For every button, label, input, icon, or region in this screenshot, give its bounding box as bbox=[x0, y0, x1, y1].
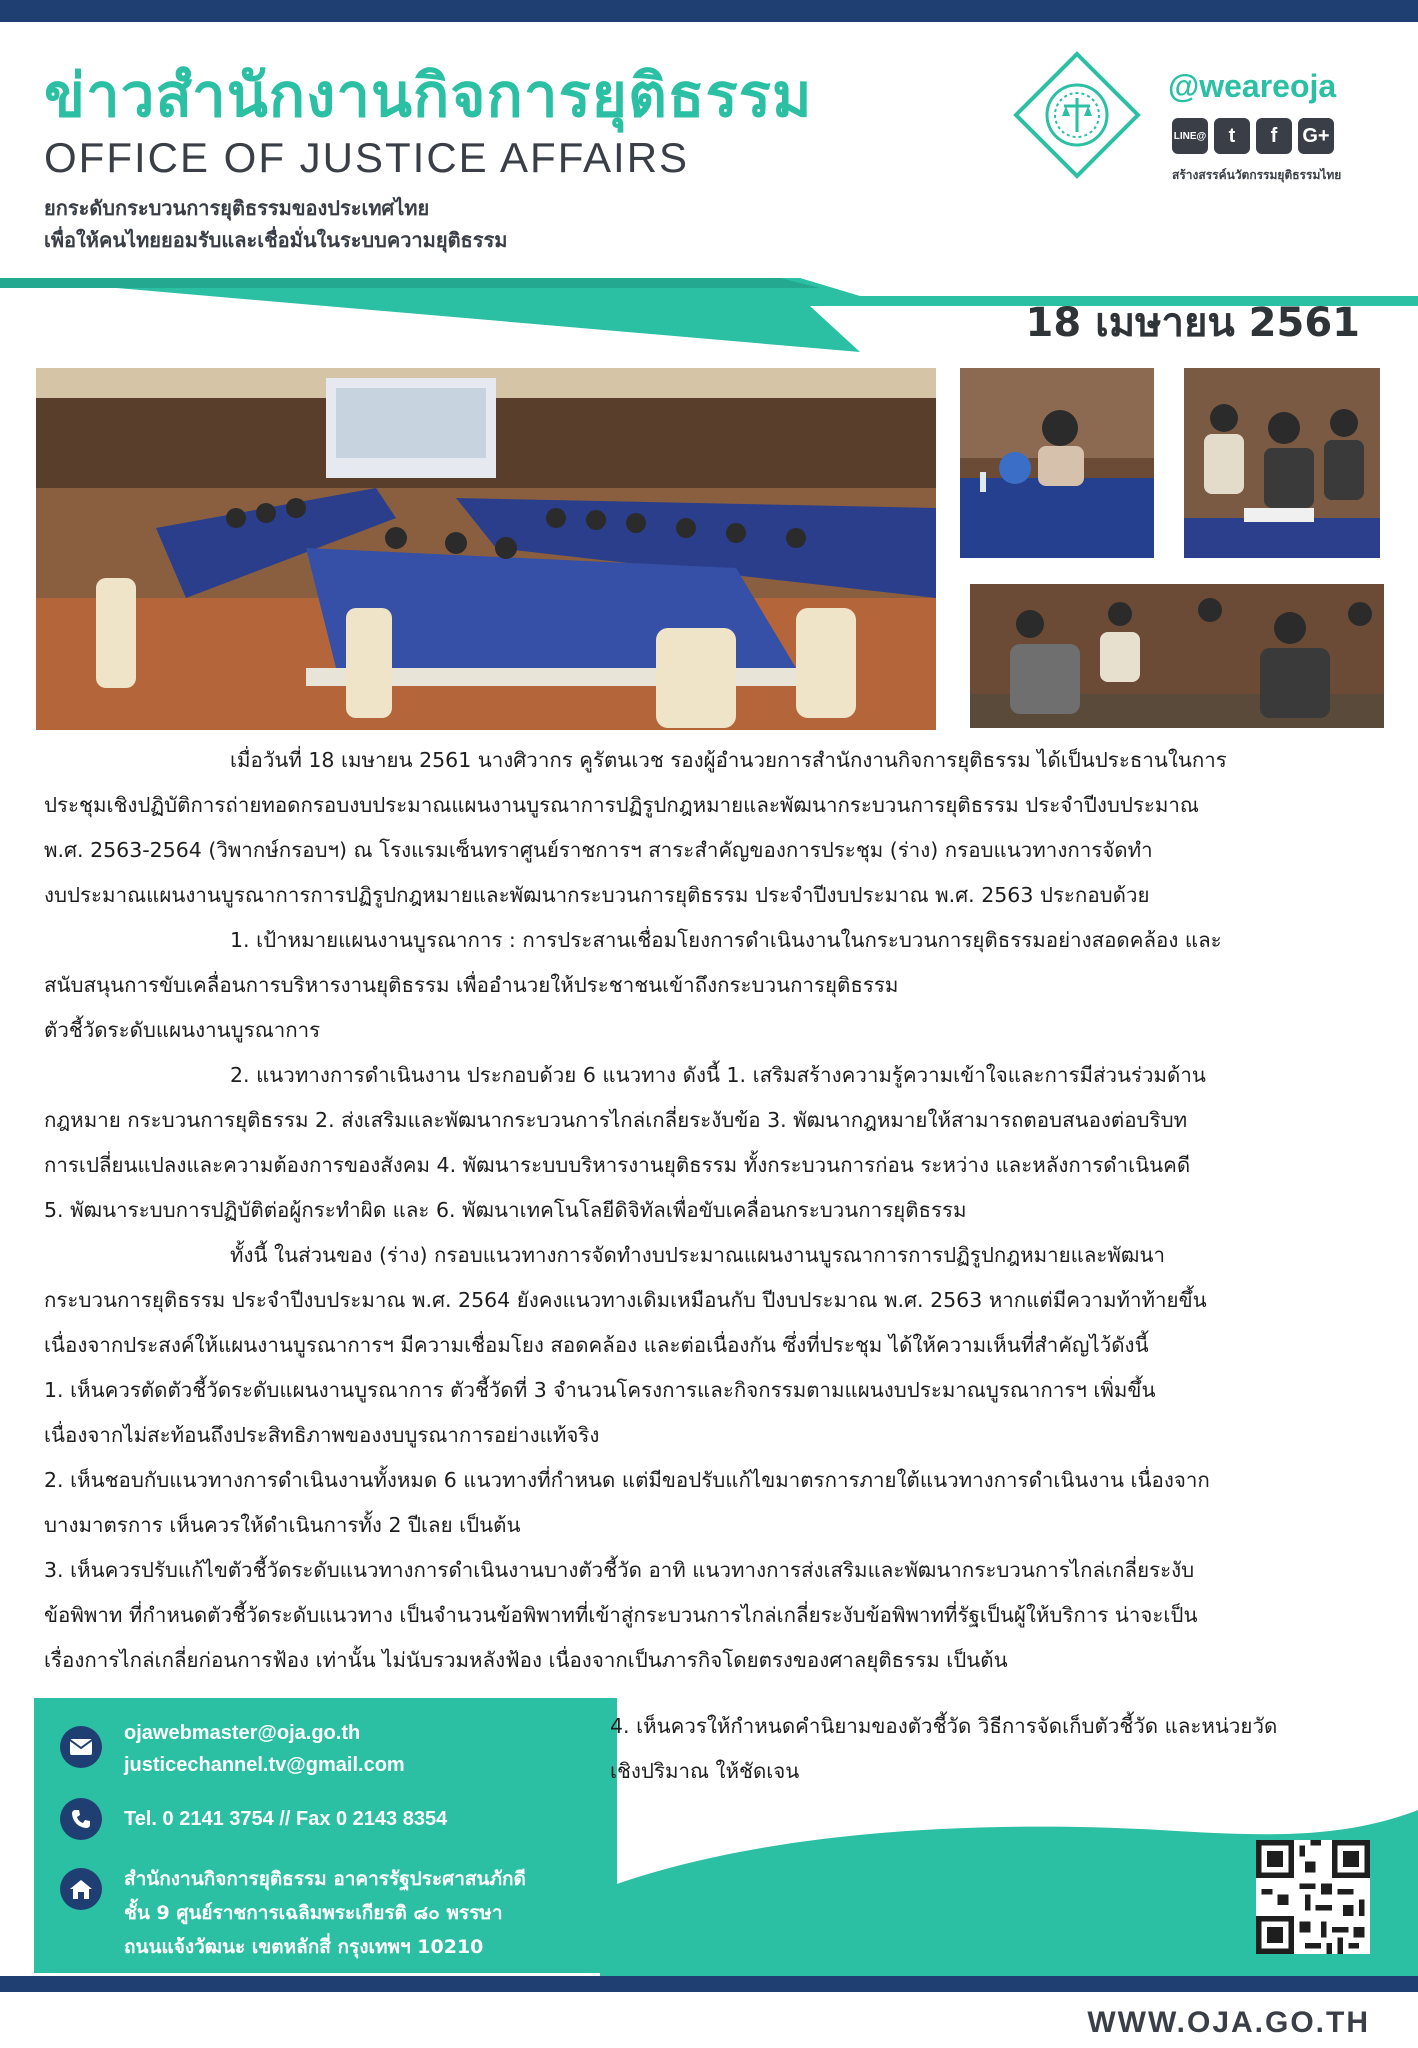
contact-phone-fax: Tel. 0 2141 3754 // Fax 0 2143 8354 bbox=[124, 1808, 448, 1830]
contact-email-2[interactable]: justicechannel.tv@gmail.com bbox=[124, 1754, 405, 1776]
email-icon bbox=[60, 1726, 102, 1768]
paragraph-2-line-1: 1. เป้าหมายแผนงานบูรณาการ : การประสานเชื่อมโยงการดำเนินงานในกระบวนการยุติธรรมอย่างสอดคล้อง และ bbox=[230, 928, 1222, 952]
social-icons bbox=[1172, 118, 1334, 154]
oja-seal-logo bbox=[1012, 50, 1142, 180]
paragraph-4-line-9: ข้อพิพาท ที่กำหนดตัวชี้วัดระดับแนวทาง เป็นจำนวนข้อพิพาทที่เข้าสู่กระบวนการไกล่เกลี่ยระงับข้อพิพาทที่รัฐเป็นผู้ให้บริการ น่าจะเป็น bbox=[44, 1603, 1198, 1627]
paragraph-4-line-8: 3. เห็นควรปรับแก้ไขตัวชี้วัดระดับแนวทางการดำเนินงานบางตัวชี้วัด อาทิ แนวทางการส่งเสริมและพัฒนากระบวนการไกล่เกลี่ยระงับ bbox=[44, 1558, 1195, 1582]
tagline-line-1: ยกระดับกระบวนการยุติธรรมของประเทศไทย bbox=[44, 196, 430, 220]
footer-wave bbox=[0, 1790, 1418, 1980]
paragraph-5-line-2: เชิงปริมาณ ให้ชัดเจน bbox=[610, 1759, 800, 1783]
paragraph-5 bbox=[610, 1704, 1277, 1794]
paragraph-3-line-3: การเปลี่ยนแปลงและความต้องการของสังคม 4. พัฒนาระบบบริหารงานยุติธรรม ทั้งกระบวนการก่อน ระหว่าง และหลังการดำเนินคดี bbox=[44, 1153, 1191, 1177]
line-icon[interactable]: LINE@ bbox=[1172, 118, 1208, 154]
contact-address-line-3: ถนนแจ้งวัฒนะ เขตหลักสี่ กรุงเทพฯ 10210 bbox=[124, 1936, 484, 1958]
paragraph-1-line-2: ประชุมเชิงปฏิบัติการถ่ายทอดกรอบงบประมาณแผนงานบูรณาการปฏิรูปกฎหมายและพัฒนากระบวนการยุติธรรม ประจำปีงบประมาณ bbox=[44, 793, 1199, 817]
qr-code[interactable] bbox=[1256, 1840, 1370, 1954]
paragraph-3-line-1: 2. แนวทางการดำเนินงาน ประกอบด้วย 6 แนวทาง ดังนี้ 1. เสริมสร้างความรู้ความเข้าใจและการมีส่วนร่วมด้าน bbox=[230, 1063, 1206, 1087]
contact-email-1[interactable]: ojawebmaster@oja.go.th bbox=[124, 1722, 361, 1744]
meeting-photo-chair bbox=[960, 368, 1154, 558]
meeting-photo-participants bbox=[1184, 368, 1380, 558]
meeting-photo-discussion bbox=[970, 584, 1384, 728]
paragraph-4-line-3: เนื่องจากประสงค์ให้แผนงานบูรณาการฯ มีความเชื่อมโยง สอดคล้อง และต่อเนื่องกัน ซึ่งที่ประชุม ได้ให้ความเห็นที่สำคัญไว้ดังนี้ bbox=[44, 1333, 1149, 1357]
paragraph-4-line-10: เรื่องการไกล่เกลี่ยก่อนการฟ้อง เท่านั้น ไม่นับรวมหลังฟ้อง เนื่องจากเป็นภารกิจโดยตรงของศาลยุติธรรม เป็นต้น bbox=[44, 1648, 1008, 1672]
paragraph-2-line-2: สนับสนุนการขับเคลื่อนการบริหารงานยุติธรรม เพื่ออำนวยให้ประชาชนเข้าถึงกระบวนการยุติธรรม bbox=[44, 973, 899, 997]
facebook-icon[interactable]: f bbox=[1256, 118, 1292, 154]
twitter-icon[interactable]: t bbox=[1214, 118, 1250, 154]
tagline-line-2: เพื่อให้คนไทยยอมรับและเชื่อมั่นในระบบความยุติธรรม bbox=[44, 228, 508, 252]
contact-address-line-1: สำนักงานกิจการยุติธรรม อาคารรัฐประศาสนภักดี bbox=[124, 1868, 526, 1890]
website-link[interactable]: WWW.OJA.GO.TH bbox=[1087, 2006, 1370, 2039]
paragraph-3-line-2: กฎหมาย กระบวนการยุติธรรม 2. ส่งเสริมและพัฒนากระบวนการไกล่เกลี่ยระงับข้อ 3. พัฒนากฎหมายให้สามารถตอบสนองต่อบริบท bbox=[44, 1108, 1188, 1132]
issue-date: 18 เมษายน 2561 bbox=[1025, 300, 1360, 346]
newsletter-title-english: OFFICE OF JUSTICE AFFAIRS bbox=[44, 134, 690, 181]
paragraph-5-line-1: 4. เห็นควรให้กำหนดคำนิยามของตัวชี้วัด วิธีการจัดเก็บตัวชี้วัด และหน่วยวัด bbox=[610, 1714, 1278, 1738]
paragraph-2-line-3: ตัวชี้วัดระดับแผนงานบูรณาการ bbox=[44, 1018, 321, 1042]
paragraph-3-line-4: 5. พัฒนาระบบการปฏิบัติต่อผู้กระทำผิด และ 6. พัฒนาเทคโนโลยีดิจิทัลเพื่อขับเคลื่อนกระบวนการยุติธรรม bbox=[44, 1198, 967, 1222]
social-handle[interactable]: @weareoja bbox=[1168, 68, 1337, 104]
motto: สร้างสรรค์นวัตกรรมยุติธรรมไทย bbox=[1172, 168, 1342, 182]
contact-address-line-2: ชั้น 9 ศูนย์ราชการเฉลิมพระเกียรติ ๘๐ พรรษา bbox=[124, 1902, 503, 1924]
paragraph-4-line-5: เนื่องจากไม่สะท้อนถึงประสิทธิภาพของงบบูรณาการอย่างแท้จริง bbox=[44, 1423, 600, 1447]
paragraph-1-line-1: เมื่อวันที่ 18 เมษายน 2561 นางศิวากร คูรัตนเวช รองผู้อำนวยการสำนักงานกิจการยุติธรรม ได้เป็นประธานในการ bbox=[230, 748, 1227, 772]
article-body bbox=[44, 738, 1374, 1683]
google-plus-icon[interactable]: G+ bbox=[1298, 118, 1334, 154]
paragraph-1-line-3: พ.ศ. 2563-2564 (วิพากษ์กรอบฯ) ณ โรงแรมเซ็นทราศูนย์ราชการฯ สาระสำคัญของการประชุม (ร่าง) กรอบแนวทางการจัดทำ bbox=[44, 838, 1153, 862]
paragraph-4-line-1: ทั้งนี้ ในส่วนของ (ร่าง) กรอบแนวทางการจัดทำงบประมาณแผนงานบูรณาการการปฏิรูปกฎหมายและพัฒนา bbox=[230, 1243, 1165, 1267]
paragraph-4-line-4: 1. เห็นควรตัดตัวชี้วัดระดับแผนงานบูรณาการ ตัวชี้วัดที่ 3 จำนวนโครงการและกิจกรรมตามแผนงบประมาณบูรณาการฯ เพิ่มขึ้น bbox=[44, 1378, 1156, 1402]
paragraph-4-line-6: 2. เห็นชอบกับแนวทางการดำเนินงานทั้งหมด 6 แนวทางที่กำหนด แต่มีขอปรับแก้ไขมาตรการภายใต้แนวทางการดำเนินงาน เนื่องจาก bbox=[44, 1468, 1210, 1492]
paragraph-4-line-2: กระบวนการยุติธรรม ประจำปีงบประมาณ พ.ศ. 2564 ยังคงแนวทางเดิมเหมือนกับ ปีงบประมาณ พ.ศ. 2563 หากแต่มีความท้าท้ายขึ้น bbox=[44, 1288, 1207, 1312]
paragraph-1-line-4: งบประมาณแผนงานบูรณาการการปฏิรูปกฎหมายและพัฒนากระบวนการยุติธรรม ประจำปีงบประมาณ พ.ศ. 2563 ประกอบด้วย bbox=[44, 883, 1150, 907]
paragraph-4-line-7: บางมาตรการ เห็นควรให้ดำเนินการทั้ง 2 ปีเลย เป็นต้น bbox=[44, 1513, 521, 1537]
footer-bar bbox=[0, 1976, 1418, 1992]
meeting-photo-main bbox=[36, 368, 936, 730]
top-bar bbox=[0, 0, 1418, 22]
newsletter-title-thai: ข่าวสำนักงานกิจการยุติธรรม bbox=[44, 61, 813, 131]
